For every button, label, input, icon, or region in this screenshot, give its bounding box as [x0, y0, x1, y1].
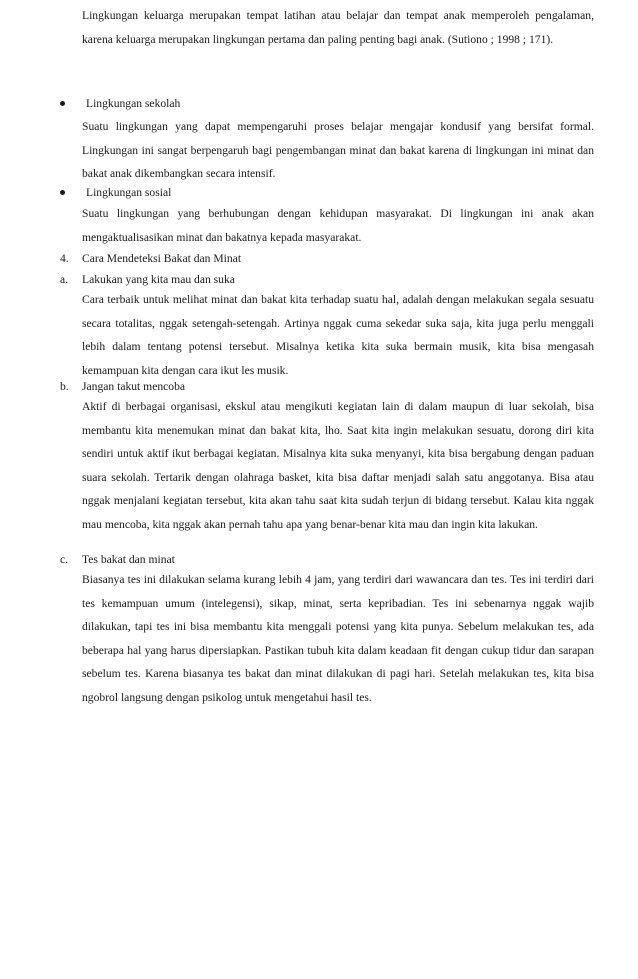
bullet-icon [60, 101, 65, 106]
item-b-marker: b. [60, 380, 69, 393]
item-a-heading: Lakukan yang kita mau dan suka [82, 273, 235, 286]
item-b-paragraph: Aktif di berbagai organisasi, ekskul atau mengikuti kegiatan lain di dalam maupun di luar sekolah, bisa membantu kita menemukan minat dan bakat kita, lho. Saat kita ingin melakukan sesuatu, dorong diri kita sendiri untuk aktif ikut berbagai kegiatan. Misalnya kita suka menyanyi, kita bisa bergabung dengan paduan suara sekolah. Tertarik dengan olahraga basket, kita bisa daftar menjadi salah satu anggotanya. Bisa atau nggak menjalani kegiatan tersebut, kita akan tahu saat kita sudah terjun di bidang tersebut. Kalau kita nggak mau mencoba, kita nggak akan pernah tahu apa yang benar-benar kita mau dan ingin kita lakukan. [82, 400, 594, 531]
keluarga-paragraph: Lingkungan keluarga merupakan tempat latihan atau belajar dan tempat anak memperoleh pengalaman, karena keluarga merupakan lingkungan pertama dan paling penting bagi anak. (Sutiono ; 1998 ; 171). [82, 9, 594, 46]
item-c-paragraph: Biasanya tes ini dilakukan selama kurang lebih 4 jam, yang terdiri dari wawancara dan tes. Tes ini terdiri dari tes kemampuan umum (intelegensi), sikap, minat, serta kepribadian. Tes ini sebenarnya nggak wajib dilakukan, tapi tes ini bisa membantu kita menggali potensi yang kita punya. Sebelum melakukan tes, ada beberapa hal yang harus dipersiapkan. Pastikan tubuh kita dalam keadaan fit dengan cukup tidur dan sarapan sebelum tes. Karena biasanya tes bakat dan minat dilakukan di pagi hari. Setelah melakukan tes, kita bisa ngobrol langsung dengan psikolog untuk mengetahui hasil tes. [82, 573, 594, 704]
bullet-icon [60, 190, 65, 195]
section4-heading: Cara Mendeteksi Bakat dan Minat [82, 252, 242, 265]
sosial-heading: Lingkungan sosial [86, 186, 172, 199]
item-a-marker: a. [60, 273, 69, 286]
item-c-marker: c. [60, 553, 69, 566]
sekolah-heading: Lingkungan sekolah [86, 97, 181, 110]
item-b-heading: Jangan takut mencoba [82, 380, 186, 393]
item-c-heading: Tes bakat dan minat [82, 553, 175, 566]
sosial-paragraph: Suatu lingkungan yang berhubungan dengan kehidupan masyarakat. Di lingkungan ini anak akan mengaktualisasikan minat dan bakatnya kepada masyarakat. [82, 207, 594, 244]
item-a-paragraph: Cara terbaik untuk melihat minat dan bakat kita terhadap suatu hal, adalah dengan melakukan segala sesuatu secara totalitas, nggak setengah-setengah. Artinya nggak cuma sekedar suka saja, kita juga perlu menggali lebih dalam tentang potensi tersebut. Misalnya ketika kita suka bermain musik, kita bisa mengasah kemampuan kita dengan cara ikut les musik. [82, 293, 594, 377]
sekolah-paragraph: Suatu lingkungan yang dapat mempengaruhi proses belajar mengajar kondusif yang bersifat formal. Lingkungan ini sangat berpengaruh bagi pengembangan minat dan bakat karena di lingkungan ini minat dan bakat anak dikembangkan secara intensif. [82, 120, 594, 180]
section4-marker: 4. [60, 252, 69, 265]
